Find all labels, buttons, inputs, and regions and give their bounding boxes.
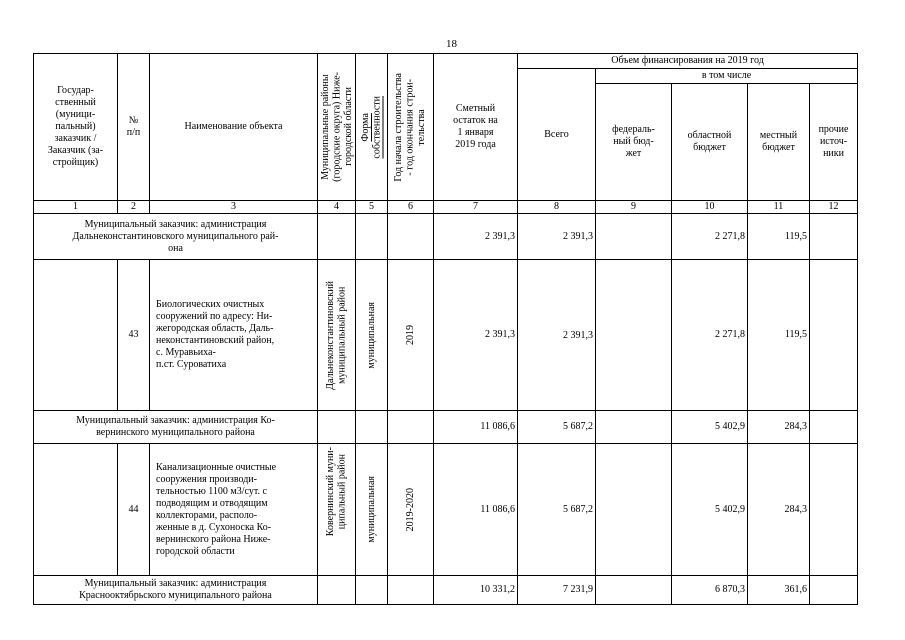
header-local: местный бюджет: [748, 84, 810, 201]
empty-cell: [318, 411, 356, 444]
regional-value: 2 271,8: [672, 214, 748, 260]
object-num: 44: [118, 444, 150, 576]
object-years-text: 2019-2020: [404, 487, 416, 532]
empty-cell: [356, 214, 388, 260]
estimated-value: 2 391,3: [434, 214, 518, 260]
customer-row: [34, 576, 858, 605]
customer-row: [34, 411, 858, 444]
object-district: [318, 260, 356, 411]
header-years-text: Год начала строительства - год окончания строи- тельства: [393, 72, 428, 182]
object-district: [318, 444, 356, 576]
col-number: 4: [318, 201, 356, 214]
other-value: [810, 260, 858, 411]
header-other: прочие источ- ники: [810, 84, 858, 201]
empty-cell: [34, 444, 118, 576]
federal-value: [596, 444, 672, 576]
empty-cell: [318, 576, 356, 605]
federal-value: [596, 214, 672, 260]
customer-name: Муниципальный заказчик: администрация Краснооктябрьского муниципального района: [34, 576, 318, 605]
total-value: 7 231,9: [518, 576, 596, 605]
col-number: 5: [356, 201, 388, 214]
object-ownership-text: муниципальная: [365, 476, 377, 543]
empty-cell: [356, 411, 388, 444]
header-estimated: Сметный остаток на 1 января 2019 года: [434, 54, 518, 201]
column-numbers-row: [34, 201, 858, 214]
header-regional: областной бюджет: [672, 84, 748, 201]
estimated-value: 10 331,2: [434, 576, 518, 605]
empty-cell: [388, 576, 434, 605]
total-value: 5 687,2: [518, 411, 596, 444]
header-federal: федераль- ный бюд- жет: [596, 84, 672, 201]
other-value: [810, 576, 858, 605]
other-value: [810, 214, 858, 260]
header-districts: [318, 54, 356, 201]
empty-cell: [356, 576, 388, 605]
federal-value: [596, 576, 672, 605]
estimated-value: 11 086,6: [434, 411, 518, 444]
header-years: [388, 54, 434, 201]
col-number: 7: [434, 201, 518, 214]
other-value: [810, 444, 858, 576]
object-row: [34, 260, 858, 411]
local-value: 119,5: [748, 260, 810, 411]
local-value: 284,3: [748, 444, 810, 576]
federal-value: [596, 411, 672, 444]
header-ownership-text: Форма собственности: [360, 95, 383, 159]
header-num: № п/п: [118, 54, 150, 201]
object-district-text: Дальнеконстантиновский муниципальный район: [325, 280, 348, 390]
total-value: 2 391,3: [518, 214, 596, 260]
object-ownership: [356, 444, 388, 576]
local-value: 361,6: [748, 576, 810, 605]
object-name: Канализационные очистные сооружения производи- тельностью 1100 м3/сут. с подводящим и отводящим коллекторами, располо- женные в д. Сухоноска Ко- вернинского района Ниже- городской области: [150, 444, 318, 576]
empty-cell: [388, 214, 434, 260]
customer-name: Муниципальный заказчик: администрация Дальнеконстантиновского муниципального рай- она: [34, 214, 318, 260]
empty-cell: [318, 214, 356, 260]
regional-value: 6 870,3: [672, 576, 748, 605]
page-number: 18: [446, 38, 457, 50]
object-name: Биологических очистных сооружений по адресу: Ни- жегородская область, Даль- неконстантиновский район, с. Муравьиха- п.ст. Суроватиха: [150, 260, 318, 411]
object-ownership-text: муниципальная: [365, 301, 377, 369]
header-including: в том числе: [596, 69, 858, 84]
customer-row: [34, 214, 858, 260]
regional-value: 2 271,8: [672, 260, 748, 411]
total-value: 2 391,3: [518, 260, 596, 411]
header-ownership: [356, 54, 388, 201]
object-district-text: Ковернинский муни- ципальный район: [325, 447, 348, 537]
object-ownership: [356, 260, 388, 411]
object-years: [388, 444, 434, 576]
regional-value: 5 402,9: [672, 411, 748, 444]
header-total: Всего: [518, 69, 596, 201]
header-districts-text: Муниципальные районы (городские округа) Ниже- городской области: [320, 72, 354, 182]
header-customer: Государ- ственный (муници- пальный) заказчик / Заказчик (за- стройщик): [34, 54, 118, 201]
empty-cell: [388, 411, 434, 444]
col-number: 10: [672, 201, 748, 214]
object-years-text: 2019: [404, 325, 416, 345]
col-number: 9: [596, 201, 672, 214]
col-number: 3: [150, 201, 318, 214]
header-row-1: [34, 54, 858, 69]
local-value: 119,5: [748, 214, 810, 260]
federal-value: [596, 260, 672, 411]
customer-name: Муниципальный заказчик: администрация Ко- вернинского муниципального района: [34, 411, 318, 444]
local-value: 284,3: [748, 411, 810, 444]
total-value: 5 687,2: [518, 444, 596, 576]
col-number: 12: [810, 201, 858, 214]
regional-value: 5 402,9: [672, 444, 748, 576]
object-years: [388, 260, 434, 411]
estimated-value: 11 086,6: [434, 444, 518, 576]
col-number: 6: [388, 201, 434, 214]
col-number: 8: [518, 201, 596, 214]
col-number: 1: [34, 201, 118, 214]
funding-table: [33, 53, 858, 605]
object-num: 43: [118, 260, 150, 411]
object-row: [34, 444, 858, 576]
other-value: [810, 411, 858, 444]
empty-cell: [34, 260, 118, 411]
estimated-value: 2 391,3: [434, 260, 518, 411]
header-funding: Объем финансирования на 2019 год: [518, 54, 858, 69]
col-number: 2: [118, 201, 150, 214]
col-number: 11: [748, 201, 810, 214]
header-object-name: Наименование объекта: [150, 54, 318, 201]
